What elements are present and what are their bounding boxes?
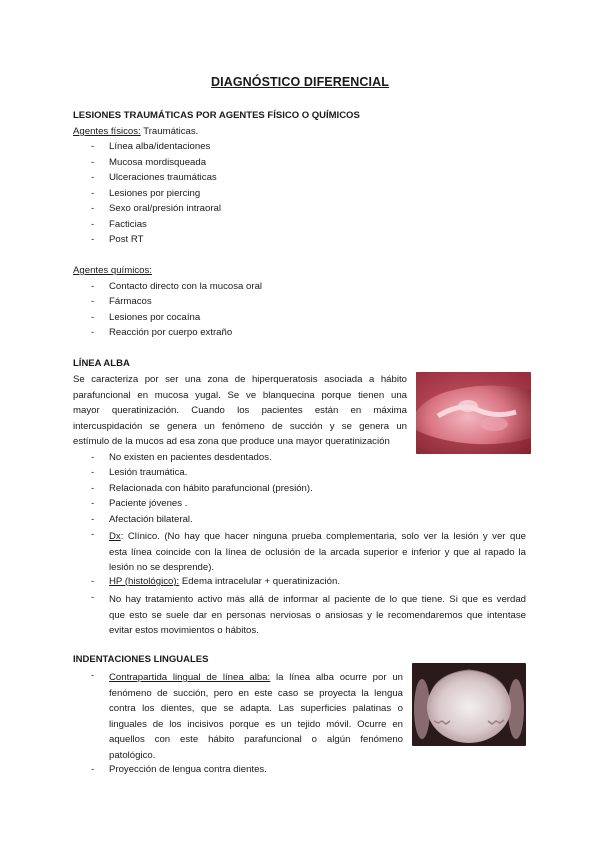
list-item: Post RT [109,234,144,245]
bullet-dash: - [91,141,95,152]
list-item: Paciente jóvenes . [109,498,188,509]
bullet-dash: - [91,529,95,540]
list-item: Línea alba/identaciones [109,141,211,152]
indent-line: aquellos con este hábito parafuncional o algún fenómeno [109,734,403,746]
agentes-fisicos-line [73,126,198,137]
bullet-dash: - [91,764,95,775]
list-item: Ulceraciones traumáticas [109,172,217,183]
lengua-photo [412,663,526,746]
list-item: Proyección de lengua contra dientes. [109,764,267,775]
section-heading-lesiones: LESIONES TRAUMÁTICAS POR AGENTES FÍSICO O QUÍMICOS [73,110,360,121]
list-item: Facticias [109,219,147,230]
agentes-quimicos-label: Agentes químicos: [73,265,152,276]
indent-line: contra los dientes, que se adapta. Las superficies palatinas o [109,703,403,715]
dx-item [109,529,526,576]
hp-text: Edema intracelular + queratinización. [179,576,341,587]
bullet-dash: - [91,467,95,478]
list-item: Afectación bilateral. [109,514,193,525]
tx-line: evitar estos movimientos o hábitos. [109,625,259,637]
list-item: Lesiones por cocaína [109,312,201,323]
tx-line: que esto se suele dar en personas nerviosas o ansiosas y le recomendaremos que intentase [109,609,526,621]
indent-line: patológico. [109,749,156,761]
indent-line: fenómeno de succión, pero en este caso se proyecta la lengua [109,687,403,699]
dx-line: lesión no se desprende). [109,562,215,574]
section-heading-indentaciones: INDENTACIONES LINGUALES [73,654,209,665]
bullet-dash: - [91,576,95,587]
section-heading-linea-alba: LÍNEA ALBA [73,358,130,369]
bullet-dash: - [91,203,95,214]
bullet-dash: - [91,498,95,509]
paragraph-line: parafuncional en mucosa yugal. Se ve blanquecina porque tienen una [73,389,407,401]
paragraph-line: Se caracteriza por ser una zona de hiperqueratosis asociada a hábito [73,374,407,385]
linea-alba-photo [416,372,531,454]
bullet-dash: - [91,172,95,183]
dx-line [109,529,526,545]
bullet-dash: - [91,592,95,603]
hp-label: HP (histológico): [109,576,180,587]
list-item: Fármacos [109,296,152,307]
hp-item [109,576,340,587]
list-item: Mucosa mordisqueada [109,157,207,168]
linea-alba-paragraph [73,372,407,450]
indent-line [109,670,403,686]
list-item: Lesión traumática. [109,467,188,478]
bullet-dash: - [91,157,95,168]
list-item: Sexo oral/presión intraoral [109,203,221,214]
bullet-dash: - [91,670,95,681]
bullet-dash: - [91,312,95,323]
list-item: Relacionada con hábito parafuncional (presión). [109,483,313,494]
indentaciones-item [109,670,403,764]
bullet-dash: - [91,234,95,245]
bullet-dash: - [91,188,95,199]
page-title: DIAGNÓSTICO DIFERENCIAL [211,75,389,89]
bullet-dash: - [91,296,95,307]
bullet-dash: - [91,514,95,525]
dx-line: esta línea coincide con la línea de oclusión de la arcada superior e inferior y que al rapado la [109,546,526,558]
dx-label: Dx [109,531,121,542]
agentes-fisicos-label: Agentes físicos: [73,126,141,137]
dx-text: : Clínico. (No hay que hacer ninguna prueba complementaria, solo ver la lesión y ver que [120,531,526,542]
paragraph-line: estímulo de la mucos ad esa zona que produce una mayor queratinización [73,436,390,448]
bullet-dash: - [91,281,95,292]
indent-line: linguales de los incisivos porque es un tejido móvil. Ocurre en [109,718,403,730]
agentes-fisicos-text: Traumáticas. [140,126,199,137]
tx-line: No hay tratamiento activo más allá de informar al paciente de lo que tiene. Si que es verdad [109,594,526,605]
paragraph-line: intercuspidación se genera un fenómeno de succión y se genera un [73,420,407,432]
list-item: Contacto directo con la mucosa oral [109,281,263,292]
bullet-dash: - [91,327,95,338]
list-item: Reacción por cuerpo extraño [109,327,233,338]
contrapartida-label: Contrapartida lingual de línea alba: [109,672,271,683]
bullet-dash: - [91,452,95,463]
bullet-dash: - [91,219,95,230]
paragraph-line: mayor queratinización. Cuando los pacientes están en máxima [73,405,407,417]
contrapartida-text: la línea alba ocurre por un [270,672,403,683]
tx-item [109,592,526,639]
list-item: Lesiones por piercing [109,188,201,199]
bullet-dash: - [91,483,95,494]
list-item: No existen en pacientes desdentados. [109,452,272,463]
